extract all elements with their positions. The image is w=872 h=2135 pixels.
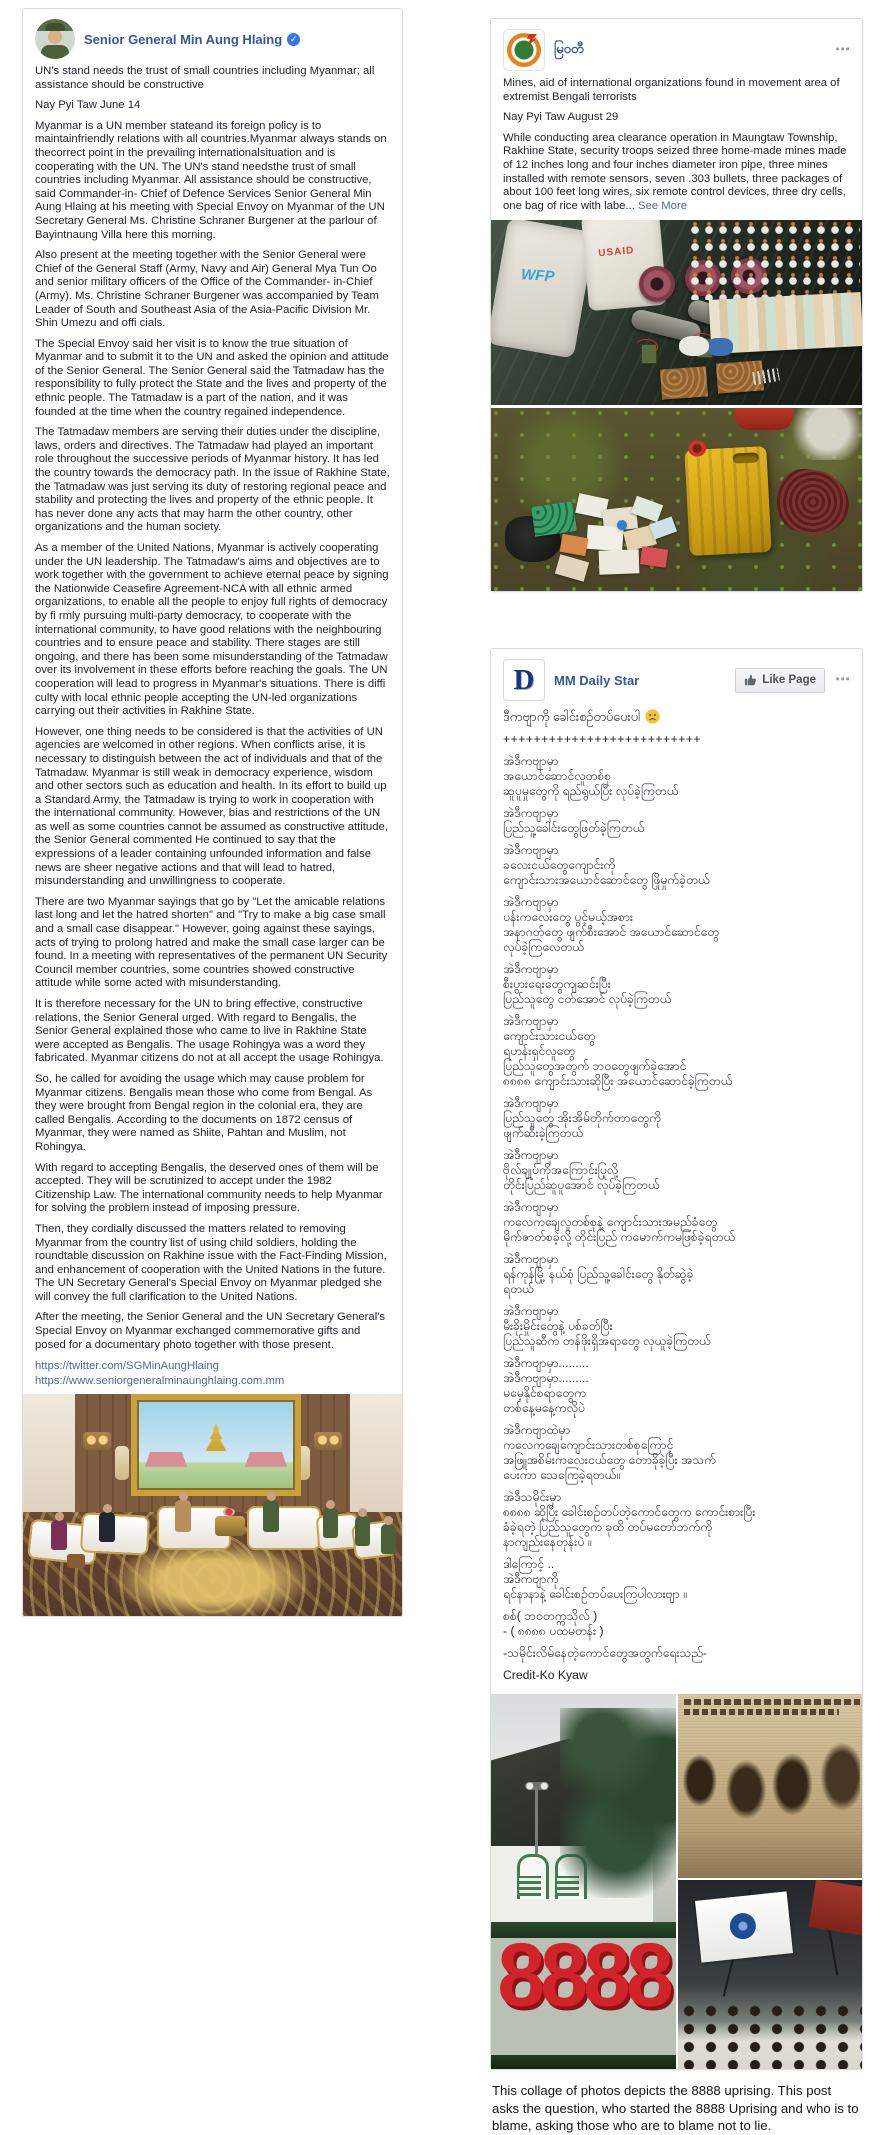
8888-collage-photo[interactable] [491, 1694, 862, 2069]
poem-stanza [503, 1557, 850, 1601]
burmese-poem [491, 707, 862, 1682]
poem-stanzas [503, 754, 850, 1660]
peacock-flag [695, 1892, 793, 1963]
plastic-tangle [786, 408, 862, 460]
like-page-label: Like Page [762, 674, 816, 687]
poem-line: ကျောင်းသားငယ်တွေ [503, 1029, 596, 1044]
post-title: Mines, aid of international organizations found in movement area of extremist Bengali terrorists [503, 77, 840, 103]
poem-line: အဲဒီကဗျာကို [503, 1572, 559, 1587]
avatar[interactable] [35, 19, 75, 59]
poem-line: စစ်( ဘဝတက္ကသိုလ် ) [503, 1609, 598, 1624]
plus-divider: ++++++++++++++++++++++++++ [503, 732, 702, 747]
post-body [491, 77, 862, 213]
intro-text: ဒီကဗျာကို ခေါင်းစဉ်တပ်ပေးပါ [503, 708, 641, 724]
poem-stanza [503, 1200, 850, 1244]
post-paragraph: It is therefore necessary for the UN to bring effective, constructive relations, the Senior General urged. With regard to Bengalis, the Senior General explained those who came to live in Rakhine State were accepted as Bengalis. The usage Rohingya was a word they fabricated. Myanmar citizens do not at all accept the usage Rohingya. [35, 998, 384, 1065]
poem-line: ဖျက်ဆီးခဲ့ကြတယ် [503, 1126, 584, 1141]
sad-face-emoji-icon [645, 709, 660, 724]
post-paragraph: However, one thing needs to be considered is that the activities of UN agencies are welcomed in other regions. When conflicts arise, it is necessary to distinguish between the act of individuals and that of the Tatmadaw. Myanmar is still weak in democracy experience, wisdom and other sectors such as education and health. In its effort to build up a Standard Army, the Tatmadaw is trying to work in cooperation with the international community. However, bias and restrictions of the UN as well as some countries cannot be assumed as constructive attitude, the Senior General commented He continued to say that the expressions of a leader containing unfounded information and false news are sheer negative actions and that will lead to hatred, misunderstanding and unwillingness to cooperate. [35, 725, 388, 888]
wfp-label: WFP [520, 266, 555, 286]
poem-line: ၈၈၈၈ ကျောင်းသားဆိုပြီး အယောင်ဆောင်ခဲ့ကြတယ် [503, 1074, 733, 1089]
poem-line: ကျောင်းသားအယောင်ဆောင်တွေ ဖြိုမှုက်ခဲ့တယ် [503, 873, 710, 888]
person-officer [323, 1508, 338, 1538]
poem-stanza [503, 754, 850, 798]
poem-line: ဗိုလ်ချုပ်ကိုအကြောင်းပြုလို့ [503, 1163, 619, 1178]
poem-stanza [503, 1490, 850, 1549]
sofa [247, 1506, 321, 1550]
poem-line: ရဟန်းရှင်လူတွေ [503, 1044, 575, 1059]
poem-line: ပန်းကလေးတွေ ပွင့်မယ့်အစား [503, 910, 633, 925]
marching-crowd [678, 2003, 862, 2069]
poem-line: ရတယ် [503, 1282, 534, 1297]
discarded-items-photo[interactable] [491, 408, 862, 591]
post-link[interactable]: https://www.seniorgeneralminaunghlaing.com.mm [35, 1374, 285, 1387]
verified-badge-icon: ✓ [287, 33, 300, 46]
poem-line: ကလေကချေကျောင်းသားတစ်စုကြောင့် [503, 1438, 674, 1453]
pillar-right [350, 1394, 402, 1524]
newspaper-clipping-photo [678, 1694, 862, 1878]
trash-box [560, 534, 589, 556]
poem-line: တိုင်းပြည်ဆူပူအောင် လုပ်ခဲ့ကြတယ် [503, 1178, 660, 1193]
person-officer [381, 1524, 396, 1554]
street-lamp [535, 1788, 538, 1854]
poem-line: အဲဒီကဗျာမှာ [503, 843, 559, 858]
sepia-fade [678, 1832, 862, 1878]
seized-items-photo[interactable] [491, 220, 862, 405]
author-name[interactable]: Senior General Min Aung Hlaing [84, 31, 283, 47]
poem-line: လုပ်ခဲ့ကြလေတယ် [503, 940, 584, 955]
post-min-aung-hlaing [22, 8, 403, 1617]
portrait-face [48, 29, 62, 44]
poem-line: အဲဒီကဗျာမှာ [503, 1096, 559, 1111]
poem-line: စီးပွားရေးတွေကျဆင်းပြီး [503, 977, 611, 992]
poem-stanza [503, 1148, 850, 1192]
poem-line: ပြည်သူတွေ အိုးအိမ်တိုက်တာတွေကို [503, 1111, 661, 1126]
chandelier-left [115, 1446, 129, 1480]
post-paragraph: The Tatmadaw members are serving their duties under the discipline, laws, orders and directives. The Tatmadaw had played an important role throughout the successive periods of Myanmar history. It has led the country towards the democracy path. In the issue of Rakhine State, the Tatmadaw was just serving its duty of restoring regional peace and stability and protecting the lives and property of the ethnic people. It has never done any acts that may harm the other country, other organizations and the human society. [35, 426, 390, 534]
logo-letter: D [513, 663, 535, 696]
poem-intro-line [503, 709, 850, 724]
portrait-cap [45, 23, 65, 31]
post-paragraph: After the meeting, the Senior General and the UN Secretary General's Special Envoy on Myanmar exchanged commemorative gifts and posed for a documentary photo together with those present. [35, 1311, 386, 1351]
post-paragraph: Myanmar is a UN member stateand its foreign policy is to maintainfriendly relations with all countries.Myanmar always stands on thecorrect point in the prevailing internationalsituation and is cooperating with the UN. The UN's stand needsthe trust of small countries including Myanmar. All assistance should be constructive, said Commander-in- Chief of Defence Services Senior General Min Aung Hlaing at his meeting with Special Envoy on Myanmar of the UN Secretary General Ms. Christine Schraner Burgener at the parlour of Bayintnaung Villa here this morning. [35, 119, 387, 241]
explosive-slab [660, 367, 708, 400]
poem-stanza [503, 1356, 850, 1415]
monument-photo [491, 1694, 676, 2069]
usaid-label: USAID [597, 245, 635, 260]
hedge-bottom [491, 2055, 676, 2069]
poem-line: အနာဂတ်တွေ ဖျက်စီးအောင် အယောင်ဆောင်တွေ [503, 925, 720, 940]
spring-coil [752, 368, 780, 385]
poem-line: -သမိုင်းလိမ်နေတဲ့ကောင်တွေအတွက်ရေးသည်- [503, 1646, 707, 1661]
post-paragraph: Then, they cordially discussed the matters related to removing Myanmar from the country list of using child soldiers, holding the roundtable discussion on Rakhine issue with the Fact-Finding Mission, and enhancement of cooperation with the United Nations in the future. The UN Secretary General's Special Envoy on Myanmar pledged she will convey the full clarification to the United Nations. [35, 1222, 387, 1303]
green-shutter [519, 1876, 541, 1896]
poem-line: အဲဒီကဗျာမှာ [503, 754, 559, 769]
home-made-mine [639, 266, 675, 302]
myawady-logo-avatar[interactable] [503, 29, 545, 71]
wire-coil [773, 466, 853, 539]
poem-line: နာကျည်းနေတုန်းပဲ ။ [503, 1535, 592, 1550]
myawady-ring-icon [507, 33, 541, 67]
poem-line: အဲဒီကဗျာမှာ [503, 1014, 559, 1029]
credit-line: Credit-Ko Kyaw [503, 1668, 588, 1683]
poem-line: မမေ့နိုင်စရာတွေက [503, 1386, 586, 1401]
post-title: UN's stand needs the trust of small countries including Myanmar; all assistance should be constructive [35, 65, 375, 91]
post-paragraph: So, he called for avoiding the usage which may cause problem for Myanmar citizens. Bengalis mean those who come from Bengal. As they were brought from Bengal region in the colonial era, they are called Bengalis. According to the documents on 1872 census of Myanmar, they were named as Shiite, Pahtan and Muslim, not Rohingya. [35, 1072, 373, 1153]
poem-line: ရင်နာနာနဲ့ ခေါင်းစဉ်တပ်ပေးကြပါလားဗျာ ။ [503, 1587, 687, 1602]
body-text: While conducting area clearance operation in Maungtaw Township, Rakhine State, security troops seized three home-made mines made of 12 inches long and four inches diameter iron pipe, three mines installed with remote sensors, seven .303 bullets, three packages of about 100 feet long wires, six remote control devices, three dry cells, one bag of rice with labe... [503, 131, 847, 212]
blue-glove [707, 338, 733, 356]
person-senior-general [263, 1500, 279, 1532]
post-paragraph: There are two Myanmar sayings that go by "Let the amicable relations last long and let the hatred shorten" and "Try to make a big case small and a small case disappear." However, going against these sayings, acts of trying to prolong hatred and make the small case larger can be found. In a meeting with representatives of the permanent UN Security Council member countries, some countries showed constructive attitude while some acted with misunderstanding. [35, 895, 388, 990]
trash-box [599, 550, 640, 575]
poem-line: မိုက်ဇာတ်စခဲ့လို့ တိုင်းပြည် ကမောက်ကမဖြစ်ခဲ့ရတယ် [503, 1230, 736, 1245]
more-options-icon[interactable]: ⋯ [835, 671, 850, 689]
poem-stanza [503, 895, 850, 954]
poem-line: အဲဒီကဗျာမှာ [503, 1304, 559, 1319]
poem-line: အဲဒီကဗျာမှာ......... [503, 1371, 589, 1386]
post-paragraph: As a member of the United Nations, Myanmar is actively cooperating under the UN leadership. The Tatmadaw's aims and objectives are to work together with the government to achieve eternal peace by signing the Nationwide Ceasefire Agreement-NCA with all ethnic armed organizations, to enable all the people to enjoy full rights of democracy by fi rmly pursuing multi-party democracy, to cooperate with the international community, to have good relations with the neighbouring countries and to ensure peace and stability. There stages are still ongoing, and there has been some misunderstanding of the Tatmadaw over its involvement in these efforts before reaching the goals. The UN cooperation will lead to progress in Myanmar's situations. There is diffi culty with local ethnic people accepting the UN-led organizations carrying out their activities in Rakhine State. [35, 542, 389, 718]
poem-line: ပေးကာ သေကြေခဲ့ရတယ်။ [503, 1468, 620, 1483]
medicine-bottles [688, 220, 860, 300]
wall-lamp-left [83, 1432, 111, 1450]
post-paragraphs [35, 120, 390, 1352]
poem-stanza [503, 1646, 850, 1660]
poem-line: ကလေကချေလူတစ်စုနဲ့ ကျောင်းသားအမည်ခံတွေ [503, 1215, 718, 1230]
post-body [23, 65, 402, 1388]
yellow-jerrycan [684, 446, 771, 556]
poem-stanza [503, 1423, 850, 1482]
protest-march-photo [678, 1880, 862, 2069]
poem-line: ရန်ကုန်မြို့ နယ်စုံ ပြည်သူ့ခေါင်းတွေ နိုတ်ဆွဲခဲ့ [503, 1267, 694, 1282]
poem-line: အဲဒီကဗျာမှာ......... [503, 1356, 589, 1371]
poem-stanza [503, 1304, 850, 1348]
poem-line: ခံခဲ့ရတဲ့ ပြည်သူတွေက ခုထိ တပ်မတော်ဘက်ကို [503, 1520, 713, 1535]
post-links [35, 1359, 390, 1388]
poem-line: အဲဒီကဗျာထဲမှာ [503, 1423, 571, 1438]
wall-lamp-right [314, 1432, 342, 1450]
trees [560, 1708, 676, 1898]
author-name[interactable]: MM Daily Star [554, 672, 640, 688]
post-myawady [490, 18, 863, 592]
post-dateline: Nay Pyi Taw June 14 [35, 99, 141, 112]
poem-line: - ( ၈၈၈၈ ပထမတန်း ) [503, 1624, 604, 1639]
person-officer [355, 1516, 370, 1546]
coffee-table [215, 1516, 245, 1536]
wfp-sack [491, 220, 595, 359]
poem-line: အဲဒီသမိုင်းမှာ [503, 1490, 562, 1505]
pagoda [196, 1423, 236, 1469]
person-envoy-aide [51, 1520, 67, 1550]
person-special-envoy [175, 1500, 191, 1532]
red-flag [809, 1880, 862, 1937]
poem-line: ဒါကြောင့် .. [503, 1557, 555, 1572]
poem-line: အဲဒီကဗျာမှာ [503, 1252, 559, 1267]
white-packet [679, 336, 709, 356]
author-name[interactable]: မြဝတီ [554, 40, 584, 56]
poem-stanza [503, 806, 850, 835]
post-paragraph: The Special Envoy said her visit is to know the true situation of Myanmar and to submit it to the UN and asked the opinion and attitude of the Senior General. The Senior General said the Tatmadaw has the responsibility to fully protect the State and the lives and property of the ethnic people. The Tatmadaw is a part of the nation, and it was founded at the time when the country regained independence. [35, 337, 389, 418]
poem-line: ပြည်သူတွေအတွက် ဘဝတွေဖျက်ခဲ့အောင် [503, 1059, 687, 1074]
post-header [491, 19, 862, 77]
green-crate [531, 502, 577, 538]
poem-line: အဲဒီကဗျာမှာ [503, 895, 559, 910]
newspaper-caption-lines [684, 1699, 860, 1717]
pavilion-left [145, 1452, 187, 1467]
post-paragraph: Also present at the meeting together with the Senior General were Chief of the General Staff (Army, Navy and Air) General Mya Tun Oo and senior military officers of the Office of the Commander- in-Chief (Army). Ms. Christine Schraner Burgener was accompanied by Team Leader of South and Southeast Asia of the Asia-Pacific Division Mr. Shin Umezu and offi cials. [35, 249, 379, 330]
poem-line: ပြည်သူ့ခေါင်းတွေဖြတ်ခဲ့ကြတယ် [503, 821, 645, 836]
poem-line: ဆူပူမှုတွေကို ရည်ရွယ်ပြီး လုပ်ခဲ့ကြတယ် [503, 784, 679, 799]
person-official-suit [99, 1512, 115, 1542]
meeting-photo[interactable] [23, 1394, 402, 1616]
poem-line: ၈၈၈၈ ဆိုပြီး ခေါင်းစဉ်တပ်တဲ့ကောင်တွေက ကောင်းစားပြီး [503, 1505, 756, 1520]
like-page-button[interactable] [735, 668, 825, 693]
trash-box [555, 555, 589, 582]
poem-line: ခလေးငယ်တွေကျောင်းကို [503, 858, 616, 873]
post-dateline: Nay Pyi Taw August 29 [503, 111, 619, 124]
handbag [67, 1554, 85, 1568]
post-link[interactable]: https://twitter.com/SGMinAungHlaing [35, 1360, 219, 1373]
poem-stanza [503, 1609, 850, 1638]
pavilion-right [245, 1452, 287, 1467]
poem-line: မီးခိုးမှိုင်းတွေနဲ့ ပစ်ခတ်ပြီး [503, 1319, 613, 1334]
detonator [641, 344, 657, 364]
collage-caption: This collage of photos depicts the 8888 uprising. This post asks the question, who started the 8888 Uprising and who is to blame, asking those who are to blame not to lie. [492, 2083, 859, 2134]
post-header [491, 649, 862, 707]
mm-daily-star-logo-avatar[interactable] [503, 659, 545, 701]
poem-line: အဖြူအစိမ်းကလေးငယ်တွေ တောခိုခဲ့ပြီး အသက် [503, 1453, 716, 1468]
post-paragraph: With regard to accepting Bengalis, the deserved ones of them will be accepted. They will be scrutinized to accept under the 1982 Citizenship Law. The international community needs to help Myanmar for solving the problem instead of imposing pressure. [35, 1161, 383, 1215]
more-options-icon[interactable]: ⋯ [835, 41, 850, 58]
poem-stanza [503, 1014, 850, 1088]
8888-monument-numerals: 8888 [497, 1924, 669, 2026]
trash-box [640, 547, 668, 568]
poem-line: အဲဒီကဗျာမှာ [503, 806, 559, 821]
poem-stanza [503, 962, 850, 1006]
sofa [80, 1512, 150, 1556]
poem-line: အဲဒီကဗျာမှာ [503, 1148, 559, 1163]
poem-line: အယောင်ဆောင်လူတစ်စု [503, 769, 612, 784]
poem-stanza [503, 1096, 850, 1140]
poem-stanza [503, 843, 850, 887]
post-header [23, 9, 402, 65]
poem-line: ပြည်သူဆီက တန်ဖိုးရှိအရာတွေ လုယူခဲ့ကြတယ် [503, 1334, 711, 1349]
red-bucket [735, 408, 793, 430]
poem-line: အဲဒီကဗျာမှာ [503, 962, 559, 977]
palace-painting [131, 1394, 301, 1496]
thumbs-up-icon [744, 674, 757, 686]
portrait-uniform [41, 45, 69, 59]
poem-line: အဲဒီကဗျာမှာ [503, 1200, 559, 1215]
poem-stanza [503, 1252, 850, 1296]
post-paragraph [503, 132, 850, 214]
post-mm-daily-star [490, 648, 863, 2070]
see-more-link[interactable]: See More [638, 199, 688, 212]
pillar-left [23, 1394, 75, 1524]
poem-line: တစ်နေ့မနေ့ကလိုပဲ [503, 1401, 585, 1416]
poem-line: ပြည်သူတွေ ငတ်အောင် လုပ်ခဲ့ကြတယ် [503, 992, 672, 1007]
